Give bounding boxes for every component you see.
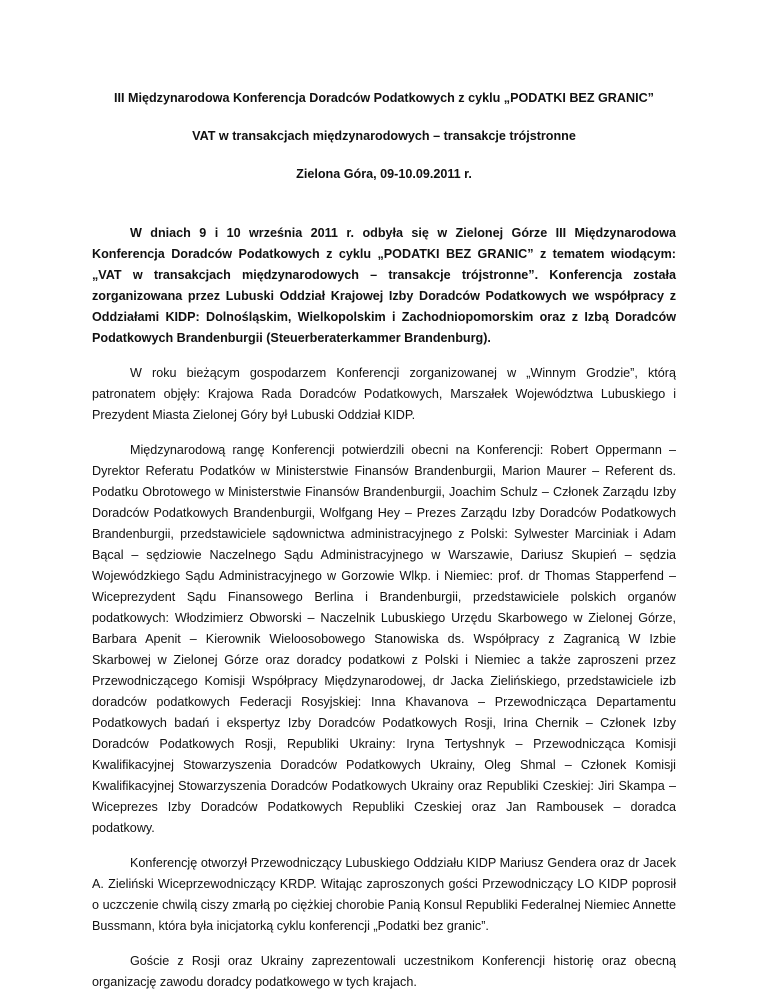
guests-paragraph: Goście z Rosji oraz Ukrainy zaprezentowali uczestnikom Konferencji historię oraz obecną organizację zawodu doradcy podatkowego w tych krajach. <box>92 954 676 989</box>
conference-place-date: Zielona Góra, 09-10.09.2011 r. <box>296 167 472 181</box>
conference-title: III Międzynarodowa Konferencja Doradców Podatkowych z cyklu „PODATKI BEZ GRANIC” <box>114 91 654 105</box>
intro-paragraph: W dniach 9 i 10 września 2011 r. odbyła się w Zielonej Górze III Międzynarodowa Konferencja Doradców Podatkowych z cyklu „PODATKI BEZ GRANIC” z tematem wiodącym: „VAT w transakcjach międzynarodowych – transakcje trójstronne”. Konferencja została zorganizowana przez Lubuski Oddział Krajowej Izby Doradców Podatkowych we współpracy z Oddziałami KIDP: Dolnośląskim, Wielkopolskim i Zachodniopomorskim oraz z Izbą Doradców Podatkowych Brandenburgii (Steuerberaterkammer Brandenburg). <box>92 226 676 345</box>
host-paragraph: W roku bieżącym gospodarzem Konferencji zorganizowanej w „Winnym Grodzie”, którą patronatem objęły: Krajowa Rada Doradców Podatkowych, Marszałek Województwa Lubuskiego i Prezydent Miasta Zielonej Góry był Lubuski Oddział KIDP. <box>92 366 676 422</box>
opening-paragraph: Konferencję otworzył Przewodniczący Lubuskiego Oddziału KIDP Mariusz Gendera oraz dr Jacek A. Zieliński Wiceprzewodniczący KRDP. Witając zaproszonych gości Przewodniczący LO KIDP poprosił o uczczenie chwilą ciszy zmarłą po ciężkiej chorobie Panią Konsul Republiki Federalnej Niemiec Annette Bussmann, która była inicjatorką cyklu konferencji „Podatki bez granic”. <box>92 856 676 933</box>
conference-subtitle: VAT w transakcjach międzynarodowych – transakcje trójstronne <box>192 129 576 143</box>
attendees-paragraph: Międzynarodową rangę Konferencji potwierdzili obecni na Konferencji: Robert Oppermann – Dyrektor Referatu Podatków w Ministerstwie Finansów Brandenburgii, Marion Maurer – Referent ds. Podatku Obrotowego w Ministerstwie Finansów Brandenburgii, Joachim Schulz – Członek Zarządu Izby Doradców Podatkowych Brandenburgii, Wolfgang Hey – Prezes Zarządu Izby Doradców Podatkowych Brandenburgii, przedstawiciele sądownictwa administracyjnego z Polski: Sylwester Marciniak i Adam Bącal – sędziowie Naczelnego Sądu Administracyjnego w Warszawie, Dariusz Skupień – sędzia Wojewódzkiego Sądu Administracyjnego w Gorzowie Wlkp. i Niemiec: prof. dr Thomas Stapperfend – Wiceprezydent Sądu Finansowego Berlina i Brandenburgii, przedstawiciele polskich organów podatkowych: Włodzimierz Obworski – Naczelnik Lubuskiego Urzędu Skarbowego w Zielonej Górze, Barbara Apenit – Kierownik Wieloosobowego Stanowiska ds. Współpracy z Zagranicą W Izbie Skarbowej w Zielonej Górze oraz doradcy podatkowi z Polski i Niemiec a także zaproszeni przez Przewodniczącego Komisji Współpracy Międzynarodowej, dr Jacka Zielińskiego, przedstawiciele izb doradców podatkowych Federacji Rosyjskiej: Inna Khavanova – Przewodnicząca Departamentu Podatkowych badań i ekspertyz Izby Doradców Podatkowych Rosji, Irina Chernik – Członek Izby Doradców Podatkowych Rosji, Republiki Ukrainy: Iryna Tertyshnyk – Przewodnicząca Komisji Kwalifikacyjnej Stowarzyszenia Doradców Podatkowych Ukrainy, Oleg Shmal – Członek Komisji Kwalifikacyjnej Stowarzyszenia Doradców Podatkowych Ukrainy oraz Republiki Czeskiej: Jiri Skampa – Wiceprezes Izby Doradców Podatkowych Republiki Czeskiej oraz Jan Rambousek – doradca podatkowy. <box>92 443 676 835</box>
